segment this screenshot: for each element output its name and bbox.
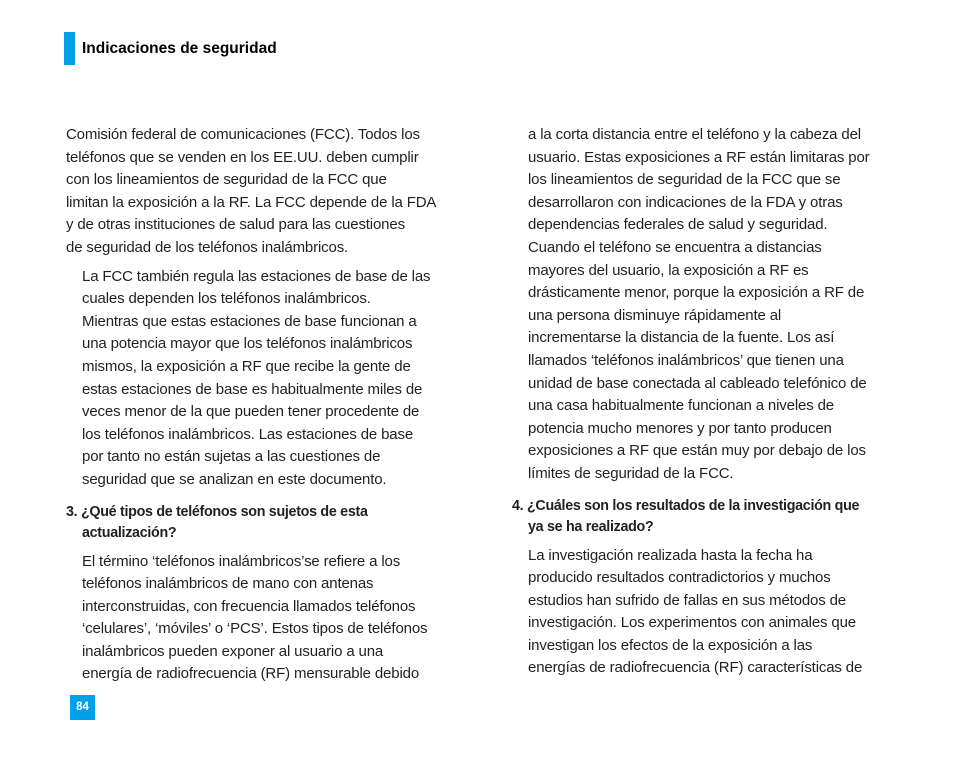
page-header-title: Indicaciones de seguridad [82,40,277,57]
text-line: los lineamientos de seguridad de la FCC que se [528,171,841,189]
text-line: incrementarse la distancia de la fuente. Los así [528,329,835,347]
text-line: producido resultados contradictorios y muchos [528,569,831,587]
left-column [66,124,466,686]
text-line: una persona disminuye rápidamente al [528,306,782,324]
heading-line: 3. ¿Qué tipos de teléfonos son sujetos de esta [66,503,368,520]
text-line: Cuando el teléfono se encuentra a distancias [528,238,822,256]
text-line: La FCC también regula las estaciones de base de las [82,267,431,285]
text-line: seguridad que se analizan en este documento. [82,470,387,488]
text-line: usuario. Estas exposiciones a RF están limitaras por [528,148,870,166]
text-line: Mientras que estas estaciones de base funcionan a [82,312,417,330]
question-3-heading [66,502,466,545]
text-line: veces menor de la que pueden tener procedente de [82,403,420,421]
text-line: desarrollaron con indicaciones de la FDA y otras [528,193,843,211]
text-line: límites de seguridad de la FCC. [528,464,734,482]
text-line: Comisión federal de comunicaciones (FCC). Todos los [66,126,420,143]
page-number-badge: 84 [70,695,95,720]
text-line: con los lineamientos de seguridad de la FCC que [66,171,387,189]
text-line: cuales dependen los teléfonos inalámbricos. [82,290,371,308]
intro-paragraph [66,124,466,260]
heading-line: 4. ¿Cuáles son los resultados de la investigación que [512,497,860,514]
text-line: dependencias federales de salud y seguridad. [528,216,828,234]
text-line: energías de radiofrecuencia (RF) características de [528,659,863,677]
text-line: interconstruidas, con frecuencia llamados teléfonos [82,597,416,615]
text-line: teléfonos inalámbricos de mano con antenas [82,575,374,593]
text-line: exposiciones a RF que están muy por debajo de los [528,442,866,460]
text-line: una casa habitualmente funcionan a niveles de [528,397,834,415]
heading-line: ya se ha realizado? [528,519,654,535]
text-line: ‘celulares’, ‘móviles’ o ‘PCS’. Estos tipos de teléfonos [82,620,428,638]
text-line: unidad de base conectada al cableado telefónico de [528,374,867,392]
text-line: teléfonos que se venden en los EE.UU. deben cumplir [66,148,419,166]
question-4-heading [512,496,908,539]
text-line: limitan la exposición a la RF. La FCC depende de la FDA [66,193,437,211]
text-line: investigan los efectos de la exposición a las [528,636,813,654]
header-accent-bar [64,32,75,65]
text-line: drásticamente menor, porque la exposición a RF de [528,284,865,302]
text-line: los teléfonos inalámbricos. Las estaciones de base [82,425,414,443]
text-line: inalámbricos pueden exponer al usuario a una [82,642,384,660]
text-line: energía de radiofrecuencia (RF) mensurable debido [82,665,420,683]
text-line: investigación. Los experimentos con animales que [528,614,856,632]
question-3-body [66,551,466,687]
base-station-paragraph [66,266,466,492]
text-line: estas estaciones de base es habitualmente miles de [82,380,423,398]
right-column [512,124,908,680]
text-line: a la corta distancia entre el teléfono y la cabeza del [528,126,861,143]
heading-line: actualización? [82,525,177,541]
question-4-body [512,545,908,681]
text-line: estudios han sufrido de fallas en sus métodos de [528,591,847,609]
text-line: potencia mucho menores y por tanto producen [528,419,832,437]
text-line: y de otras instituciones de salud para las cuestiones [66,216,405,234]
text-line: mismos, la exposición a RF que recibe la gente de [82,357,411,375]
text-line: mayores del usuario, la exposición a RF es [528,261,809,279]
text-line: de seguridad de los teléfonos inalámbricos. [66,238,349,256]
text-line: llamados ‘teléfonos inalámbricos’ que tienen una [528,351,844,369]
text-line: una potencia mayor que los teléfonos inalámbricos [82,335,413,353]
text-line: La investigación realizada hasta la fecha ha [528,546,813,564]
text-line: El término ‘teléfonos inalámbricos’se refiere a los [82,552,401,570]
text-line: por tanto no están sujetas a las cuestiones de [82,448,381,466]
continuation-paragraph [512,124,908,486]
